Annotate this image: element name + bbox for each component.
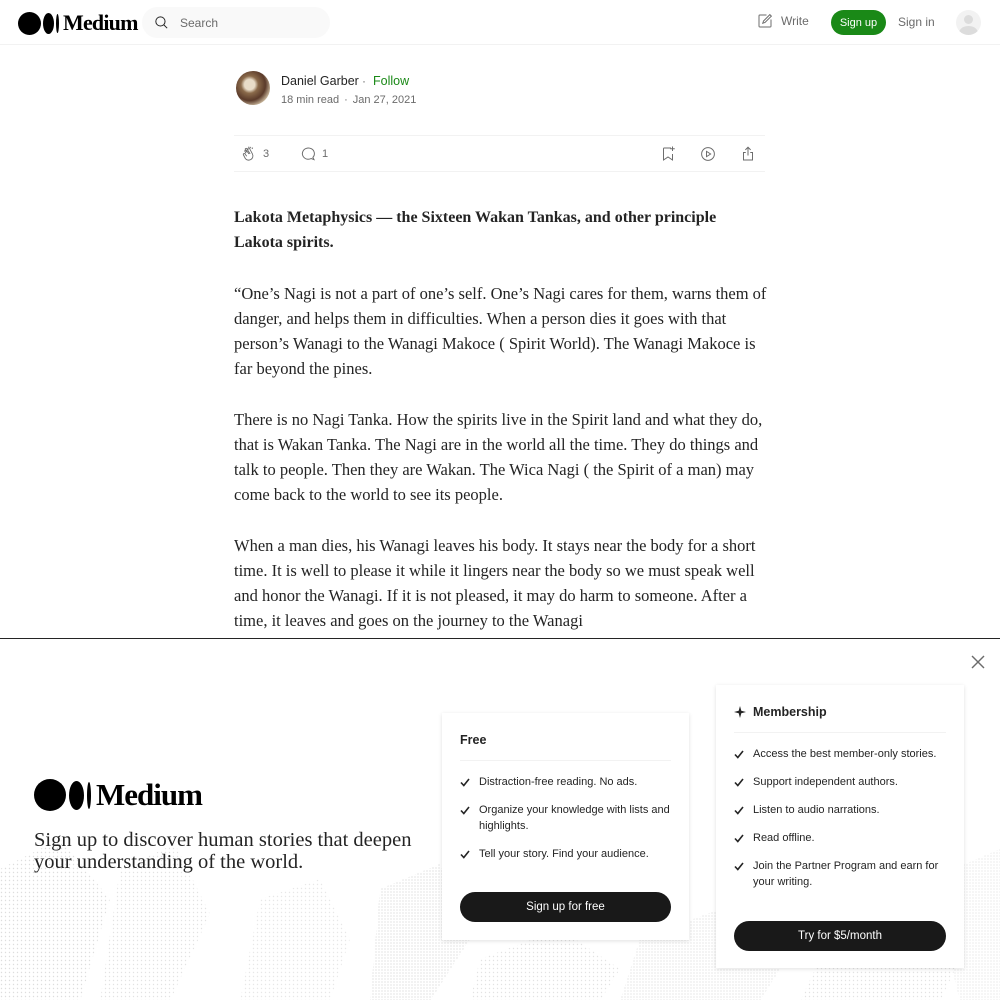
check-icon xyxy=(734,862,744,871)
check-icon xyxy=(734,750,744,759)
article-action-bar xyxy=(234,135,765,172)
bookmark-add-icon xyxy=(659,145,677,163)
try-membership-button[interactable]: Try for $5/month xyxy=(734,921,946,951)
sparkle-icon xyxy=(734,706,746,718)
check-icon xyxy=(460,806,470,815)
check-icon xyxy=(734,834,744,843)
follow-button[interactable]: Follow xyxy=(373,74,410,88)
listen-button[interactable] xyxy=(699,145,717,163)
divider xyxy=(734,732,946,733)
top-nav xyxy=(0,0,1000,45)
list-item: Distraction-free reading. No ads. xyxy=(460,775,675,791)
medium-logo-mark xyxy=(18,12,59,35)
list-item: Organize your knowledge with lists and highlights. xyxy=(460,803,675,834)
overlay-logo-text: Medium xyxy=(96,777,202,812)
write-button[interactable] xyxy=(756,12,809,30)
divider xyxy=(460,760,671,761)
article-body xyxy=(234,205,769,659)
list-item: Tell your story. Find your audience. xyxy=(460,847,675,863)
responses-button[interactable] xyxy=(299,145,328,163)
bookmark-button[interactable] xyxy=(659,145,677,163)
free-plan-features xyxy=(460,775,675,875)
read-time: 18 min read xyxy=(281,94,340,106)
search-input[interactable] xyxy=(180,16,310,30)
byline-dot: · xyxy=(362,74,366,88)
clap-icon xyxy=(240,145,258,163)
list-item: Read offline. xyxy=(734,831,950,847)
sign-up-button[interactable]: Sign up xyxy=(831,10,886,35)
comment-icon xyxy=(299,145,317,163)
free-plan-title: Free xyxy=(460,733,487,747)
article-paragraph: When a man dies, his Wanagi leaves his body. It stays near the body for a short time. It is well to please it while it lingers near the body so we must speak well and honor the Wanagi. If it is not pleased, it may do harm to someone. After a time, it leaves and goes on the journey to the Wanagi xyxy=(234,536,756,630)
list-item: Access the best member-only stories. xyxy=(734,747,950,763)
check-icon xyxy=(460,778,470,787)
search-icon xyxy=(153,14,170,31)
list-item: Support independent authors. xyxy=(734,775,950,791)
sign-up-free-button[interactable]: Sign up for free xyxy=(460,892,671,922)
publish-date: Jan 27, 2021 xyxy=(352,94,417,106)
medium-logo[interactable] xyxy=(18,10,138,36)
article-paragraph: “One’s Nagi is not a part of one’s self. One’s Nagi cares for them, warns them of danger, and helps them in difficulties. When a person dies it goes with that person’s Wanagi to the Wanagi Makoce ( Spirit World). The Wanagi Makoce is far beyond the pines. xyxy=(234,284,767,378)
article-heading: Lakota Metaphysics — the Sixteen Wakan Tankas, and other principle Lakota spirits. xyxy=(234,209,717,251)
article-meta xyxy=(281,94,416,106)
overlay-tagline: Sign up to discover human stories that deepen your understanding of the world. xyxy=(34,829,412,873)
check-icon xyxy=(460,850,470,859)
check-icon xyxy=(734,778,744,787)
user-avatar-icon[interactable] xyxy=(956,10,981,35)
response-count: 1 xyxy=(322,148,329,160)
check-icon xyxy=(734,806,744,815)
membership-plan-title: Membership xyxy=(734,705,827,719)
meta-separator: · xyxy=(344,94,348,106)
clap-count: 3 xyxy=(263,148,270,160)
list-item: Join the Partner Program and earn for your writing. xyxy=(734,859,950,890)
sign-in-link[interactable]: Sign in xyxy=(898,15,935,29)
play-icon xyxy=(699,145,717,163)
membership-plan-card xyxy=(716,685,964,968)
write-icon xyxy=(756,12,774,30)
author-avatar[interactable] xyxy=(236,71,270,105)
share-icon xyxy=(739,145,757,163)
article-paragraph: There is no Nagi Tanka. How the spirits live in the Spirit land and what they do, that is Wakan Tanka. The Nagi are in the world all the time. They do things and talk to people. Then they are Wakan. The Wica Nagi ( the Spirit of a man) may come back to the world to see its people. xyxy=(234,410,763,504)
clap-button[interactable] xyxy=(240,145,269,163)
search-bar[interactable] xyxy=(142,7,330,38)
membership-plan-features xyxy=(734,747,950,903)
write-label: Write xyxy=(781,14,809,28)
free-plan-card xyxy=(442,713,689,940)
list-item: Listen to audio narrations. xyxy=(734,803,950,819)
signup-overlay xyxy=(0,638,1000,1000)
close-icon[interactable] xyxy=(970,654,986,670)
medium-logo-text: Medium xyxy=(63,10,138,35)
overlay-medium-logo xyxy=(34,777,202,813)
author-name[interactable]: Daniel Garber xyxy=(281,74,359,88)
share-button[interactable] xyxy=(739,145,757,163)
